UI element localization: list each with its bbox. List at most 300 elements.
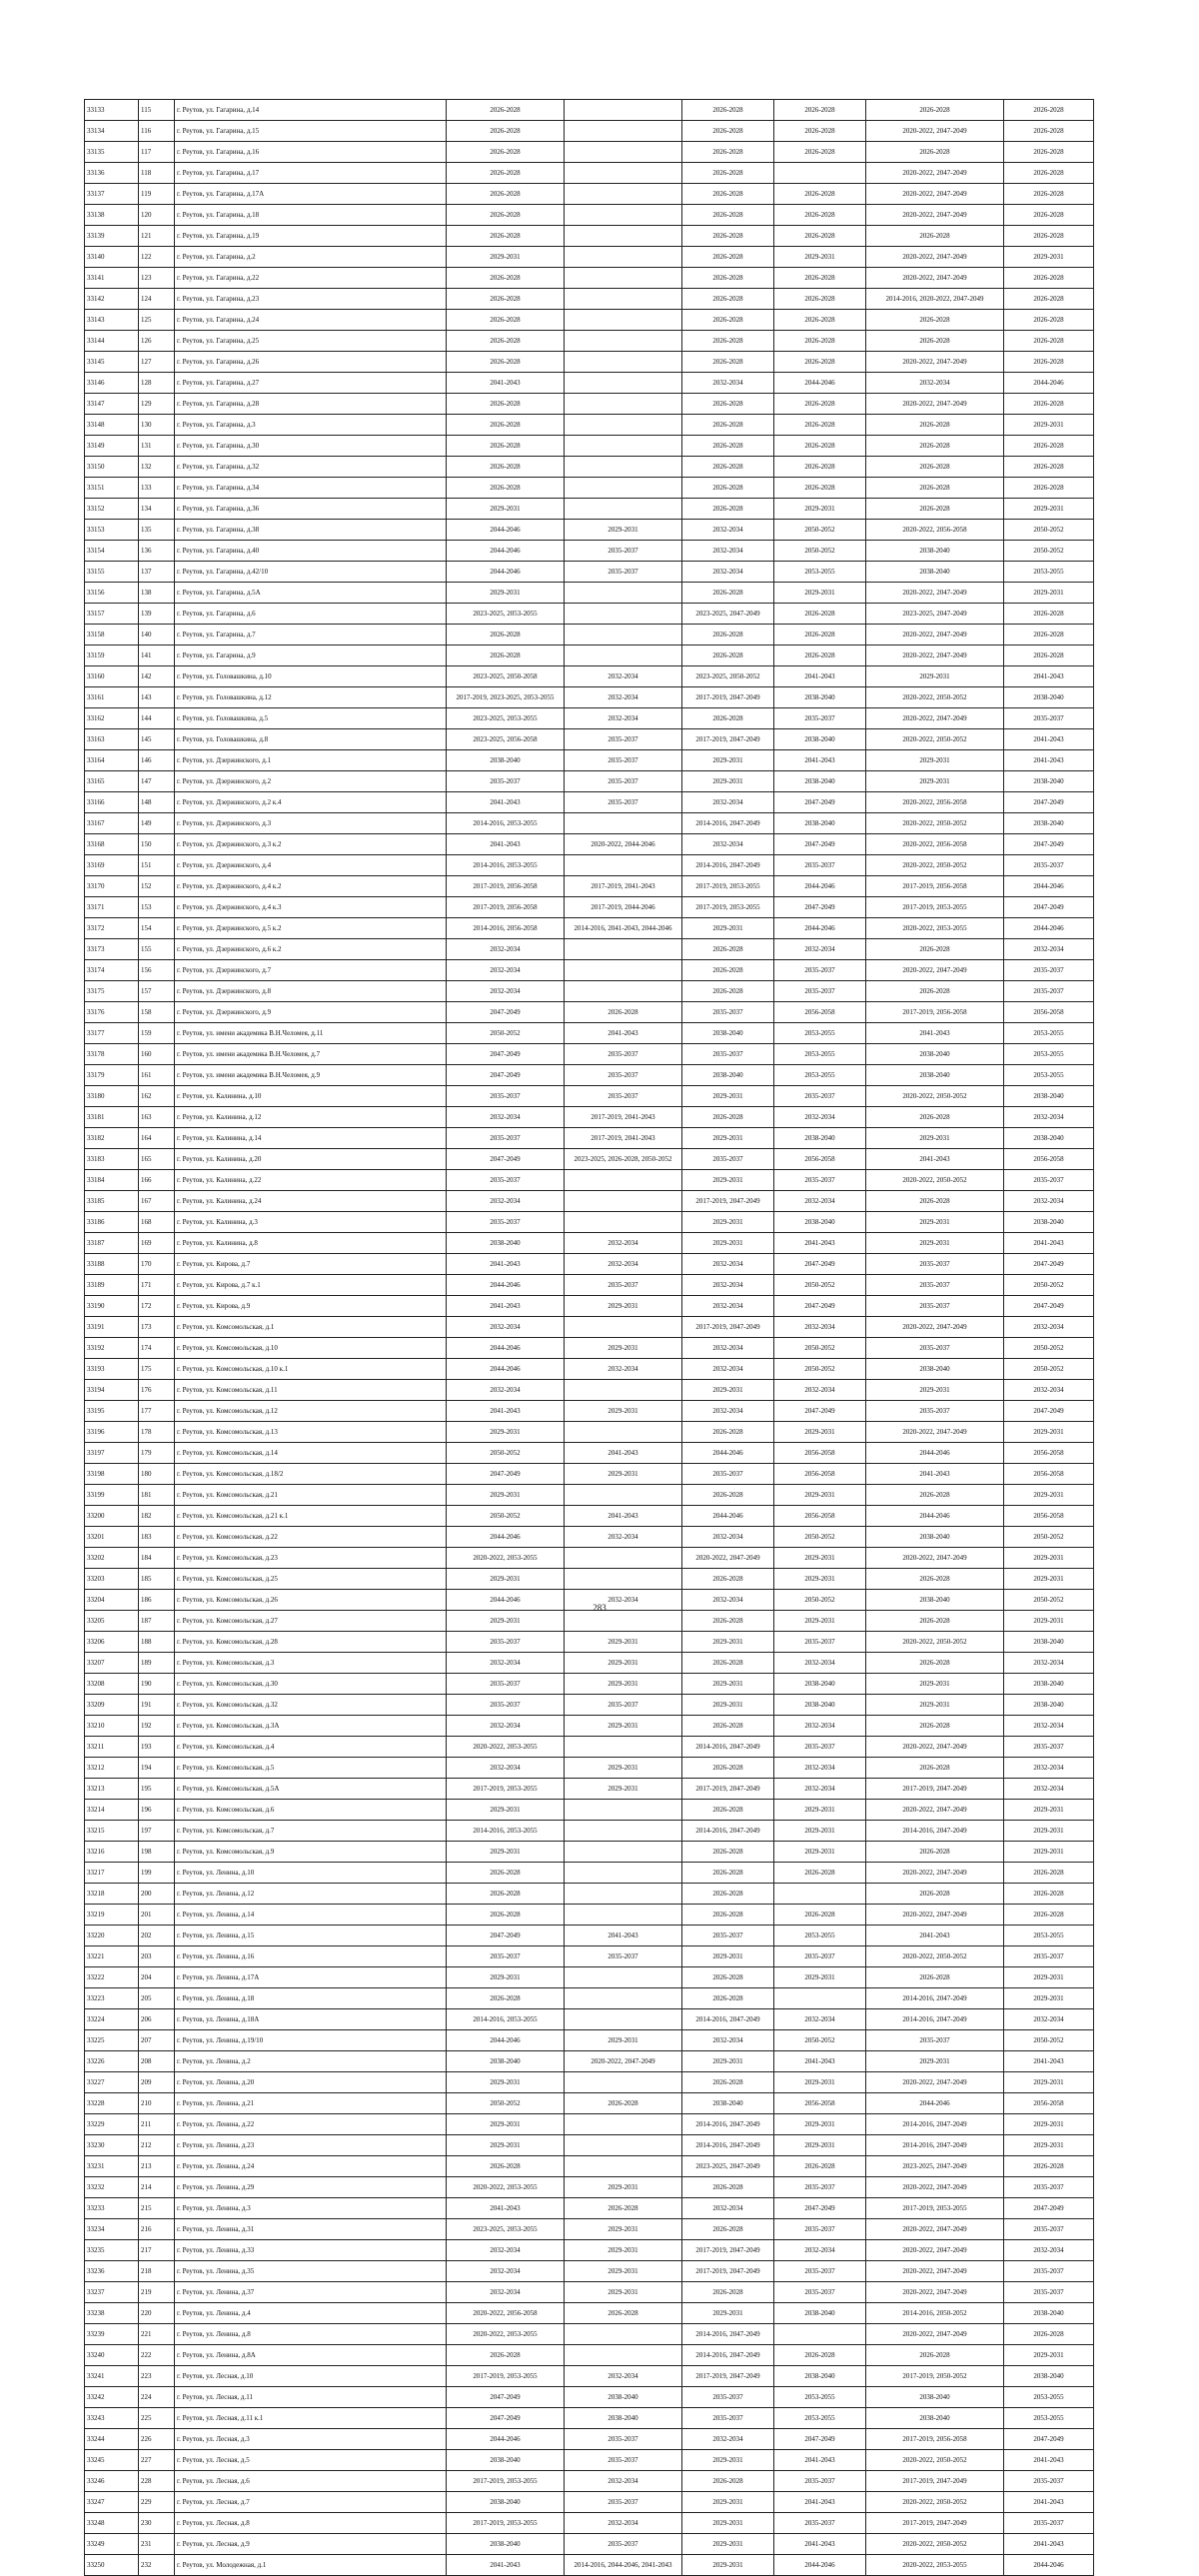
table-row xyxy=(85,247,1094,268)
registry-table xyxy=(84,99,1094,2576)
period-cell-6: 2026-2028 xyxy=(1004,289,1094,310)
period-cell-3: 2023-2025, 2047-2049 xyxy=(682,2156,774,2177)
period-cell-2: 2041-2043 xyxy=(565,1443,682,1464)
period-cell-1: 2026-2028 xyxy=(447,289,565,310)
row-seq-cell: 137 xyxy=(139,562,175,583)
row-id-cell: 33245 xyxy=(85,2450,139,2471)
period-cell-2: 2035-2037 xyxy=(565,1695,682,1716)
period-cell-1: 2026-2028 xyxy=(447,457,565,478)
address-cell: г. Реутов, ул. Ленина, д.35 xyxy=(175,2261,447,2282)
period-cell-4: 2026-2028 xyxy=(774,121,866,142)
table-row xyxy=(85,1821,1094,1842)
period-cell-1: 2041-2043 xyxy=(447,1254,565,1275)
period-cell-2: 2035-2037 xyxy=(565,562,682,583)
period-cell-1: 2017-2019, 2056-2058 xyxy=(447,897,565,918)
row-seq-cell: 225 xyxy=(139,2408,175,2429)
period-cell-6: 2044-2046 xyxy=(1004,373,1094,394)
row-seq-cell: 163 xyxy=(139,1107,175,1128)
row-seq-cell: 190 xyxy=(139,1674,175,1695)
row-seq-cell: 213 xyxy=(139,2156,175,2177)
period-cell-5: 2017-2019, 2047-2049 xyxy=(866,2471,1004,2492)
period-cell-3: 2035-2037 xyxy=(682,1464,774,1485)
period-cell-4: 2026-2028 xyxy=(774,457,866,478)
period-cell-6: 2050-2052 xyxy=(1004,1275,1094,1296)
row-id-cell: 33240 xyxy=(85,2345,139,2366)
row-seq-cell: 207 xyxy=(139,2030,175,2051)
period-cell-3: 2026-2028 xyxy=(682,981,774,1002)
table-row xyxy=(85,226,1094,247)
period-cell-3: 2014-2016, 2047-2049 xyxy=(682,1821,774,1842)
row-id-cell: 33217 xyxy=(85,1863,139,1884)
period-cell-3: 2026-2028 xyxy=(682,1758,774,1779)
period-cell-2 xyxy=(565,142,682,163)
period-cell-4: 2026-2028 xyxy=(774,289,866,310)
address-cell: г. Реутов, ул. Кирова, д.9 xyxy=(175,1296,447,1317)
period-cell-6: 2041-2043 xyxy=(1004,729,1094,750)
period-cell-3: 2026-2028 xyxy=(682,1422,774,1443)
row-id-cell: 33169 xyxy=(85,855,139,876)
period-cell-4: 2038-2040 xyxy=(774,729,866,750)
table-row xyxy=(85,687,1094,708)
row-seq-cell: 185 xyxy=(139,1569,175,1590)
period-cell-1: 2017-2019, 2053-2055 xyxy=(447,2366,565,2387)
period-cell-6: 2035-2037 xyxy=(1004,2261,1094,2282)
period-cell-1: 2020-2022, 2056-2058 xyxy=(447,2303,565,2324)
period-cell-5: 2029-2031 xyxy=(866,750,1004,771)
period-cell-3: 2014-2016, 2047-2049 xyxy=(682,1737,774,1758)
row-seq-cell: 117 xyxy=(139,142,175,163)
table-row xyxy=(85,2135,1094,2156)
period-cell-6: 2026-2028 xyxy=(1004,352,1094,373)
period-cell-6: 2026-2028 xyxy=(1004,2156,1094,2177)
row-seq-cell: 188 xyxy=(139,1632,175,1653)
period-cell-5: 2020-2022, 2047-2049 xyxy=(866,960,1004,981)
table-row xyxy=(85,1254,1094,1275)
address-cell: г. Реутов, ул. Гагарина, д.32 xyxy=(175,457,447,478)
period-cell-6: 2032-2034 xyxy=(1004,1653,1094,1674)
period-cell-4: 2038-2040 xyxy=(774,2366,866,2387)
period-cell-3: 2017-2019, 2047-2049 xyxy=(682,2240,774,2261)
address-cell: г. Реутов, ул. Лесная, д.8 xyxy=(175,2513,447,2534)
period-cell-6: 2026-2028 xyxy=(1004,457,1094,478)
row-id-cell: 33164 xyxy=(85,750,139,771)
table-row xyxy=(85,1485,1094,1506)
table-row xyxy=(85,1926,1094,1946)
row-id-cell: 33234 xyxy=(85,2219,139,2240)
period-cell-4: 2026-2028 xyxy=(774,1905,866,1926)
row-id-cell: 33173 xyxy=(85,939,139,960)
address-cell: г. Реутов, ул. Ленина, д.37 xyxy=(175,2282,447,2303)
address-cell: г. Реутов, ул. Ленина, д.8 xyxy=(175,2324,447,2345)
row-seq-cell: 222 xyxy=(139,2345,175,2366)
period-cell-1: 2032-2034 xyxy=(447,2282,565,2303)
period-cell-3: 2032-2034 xyxy=(682,1296,774,1317)
period-cell-4: 2029-2031 xyxy=(774,1967,866,1988)
table-row xyxy=(85,1233,1094,1254)
table-row xyxy=(85,834,1094,855)
period-cell-2 xyxy=(565,1800,682,1821)
row-id-cell: 33225 xyxy=(85,2030,139,2051)
period-cell-2: 2029-2031 xyxy=(565,1401,682,1422)
period-cell-3: 2014-2016, 2047-2049 xyxy=(682,855,774,876)
period-cell-5: 2017-2019, 2056-2058 xyxy=(866,876,1004,897)
period-cell-1: 2023-2025, 2053-2055 xyxy=(447,2219,565,2240)
period-cell-2 xyxy=(565,352,682,373)
row-id-cell: 33163 xyxy=(85,729,139,750)
period-cell-4: 2029-2031 xyxy=(774,1422,866,1443)
period-cell-1: 2047-2049 xyxy=(447,1044,565,1065)
period-cell-2: 2020-2022, 2047-2049 xyxy=(565,2051,682,2072)
table-row xyxy=(85,2450,1094,2471)
period-cell-3: 2026-2028 xyxy=(682,499,774,520)
row-id-cell: 33221 xyxy=(85,1946,139,1967)
row-seq-cell: 118 xyxy=(139,163,175,184)
row-seq-cell: 206 xyxy=(139,2009,175,2030)
row-id-cell: 33189 xyxy=(85,1275,139,1296)
address-cell: г. Реутов, ул. Молодежная, д.1 xyxy=(175,2555,447,2576)
period-cell-1: 2041-2043 xyxy=(447,2198,565,2219)
period-cell-6: 2038-2040 xyxy=(1004,2303,1094,2324)
table-row xyxy=(85,2534,1094,2555)
period-cell-2 xyxy=(565,331,682,352)
period-cell-2: 2029-2031 xyxy=(565,2219,682,2240)
address-cell: г. Реутов, ул. Комсомольская, д.10 к.1 xyxy=(175,1359,447,1380)
period-cell-4: 2026-2028 xyxy=(774,394,866,415)
period-cell-3: 2026-2028 xyxy=(682,1485,774,1506)
period-cell-1: 2050-2052 xyxy=(447,1443,565,1464)
period-cell-6: 2053-2055 xyxy=(1004,1065,1094,1086)
period-cell-4: 2035-2037 xyxy=(774,2177,866,2198)
row-seq-cell: 196 xyxy=(139,1800,175,1821)
period-cell-5: 2020-2022, 2047-2049 xyxy=(866,352,1004,373)
row-seq-cell: 217 xyxy=(139,2240,175,2261)
period-cell-2: 2029-2031 xyxy=(565,1779,682,1800)
period-cell-4: 2056-2058 xyxy=(774,1149,866,1170)
period-cell-4: 2029-2031 xyxy=(774,1548,866,1569)
table-row xyxy=(85,1149,1094,1170)
period-cell-1: 2032-2034 xyxy=(447,1317,565,1338)
period-cell-5: 2026-2028 xyxy=(866,331,1004,352)
period-cell-2: 2029-2031 xyxy=(565,2282,682,2303)
period-cell-3: 2032-2034 xyxy=(682,1359,774,1380)
period-cell-5: 2020-2022, 2047-2049 xyxy=(866,1422,1004,1443)
address-cell: г. Реутов, ул. Ленина, д.22 xyxy=(175,2114,447,2135)
period-cell-1: 2035-2037 xyxy=(447,1632,565,1653)
row-id-cell: 33144 xyxy=(85,331,139,352)
period-cell-6: 2047-2049 xyxy=(1004,1296,1094,1317)
period-cell-1: 2026-2028 xyxy=(447,331,565,352)
period-cell-1: 2050-2052 xyxy=(447,1506,565,1527)
period-cell-3: 2035-2037 xyxy=(682,1002,774,1023)
address-cell: г. Реутов, ул. Гагарина, д.38 xyxy=(175,520,447,541)
address-cell: г. Реутов, ул. Комсомольская, д.1 xyxy=(175,1317,447,1338)
row-seq-cell: 193 xyxy=(139,1737,175,1758)
period-cell-6: 2032-2034 xyxy=(1004,1191,1094,1212)
period-cell-4: 2053-2055 xyxy=(774,2408,866,2429)
period-cell-4: 2035-2037 xyxy=(774,1632,866,1653)
period-cell-6: 2032-2034 xyxy=(1004,2240,1094,2261)
table-row xyxy=(85,1653,1094,1674)
period-cell-6: 2026-2028 xyxy=(1004,184,1094,205)
period-cell-4: 2056-2058 xyxy=(774,2093,866,2114)
period-cell-4: 2041-2043 xyxy=(774,1233,866,1254)
period-cell-1: 2014-2016, 2053-2055 xyxy=(447,1821,565,1842)
period-cell-3: 2014-2016, 2047-2049 xyxy=(682,813,774,834)
address-cell: г. Реутов, ул. Гагарина, д.22 xyxy=(175,268,447,289)
period-cell-1: 2038-2040 xyxy=(447,2492,565,2513)
period-cell-1: 2047-2049 xyxy=(447,1464,565,1485)
period-cell-5: 2026-2028 xyxy=(866,1569,1004,1590)
row-id-cell: 33134 xyxy=(85,121,139,142)
period-cell-3: 2032-2034 xyxy=(682,1401,774,1422)
period-cell-1: 2035-2037 xyxy=(447,1128,565,1149)
row-id-cell: 33136 xyxy=(85,163,139,184)
period-cell-4: 2032-2034 xyxy=(774,1653,866,1674)
address-cell: г. Реутов, ул. Гагарина, д.6 xyxy=(175,604,447,625)
period-cell-2: 2041-2043 xyxy=(565,1023,682,1044)
row-seq-cell: 120 xyxy=(139,205,175,226)
period-cell-3: 2032-2034 xyxy=(682,2198,774,2219)
row-seq-cell: 189 xyxy=(139,1653,175,1674)
period-cell-6: 2044-2046 xyxy=(1004,876,1094,897)
period-cell-3: 2026-2028 xyxy=(682,100,774,121)
row-seq-cell: 141 xyxy=(139,645,175,666)
row-id-cell: 33153 xyxy=(85,520,139,541)
table-row xyxy=(85,2513,1094,2534)
row-seq-cell: 159 xyxy=(139,1023,175,1044)
period-cell-2 xyxy=(565,1863,682,1884)
period-cell-2 xyxy=(565,981,682,1002)
period-cell-5: 2017-2019, 2053-2055 xyxy=(866,897,1004,918)
period-cell-2: 2035-2037 xyxy=(565,750,682,771)
row-id-cell: 33157 xyxy=(85,604,139,625)
period-cell-1: 2017-2019, 2023-2025, 2053-2055 xyxy=(447,687,565,708)
period-cell-5: 2020-2022, 2047-2049 xyxy=(866,184,1004,205)
period-cell-1: 2026-2028 xyxy=(447,121,565,142)
period-cell-4: 2041-2043 xyxy=(774,2534,866,2555)
row-id-cell: 33200 xyxy=(85,1506,139,1527)
table-row xyxy=(85,289,1094,310)
period-cell-6: 2026-2028 xyxy=(1004,100,1094,121)
row-id-cell: 33159 xyxy=(85,645,139,666)
period-cell-1: 2023-2025, 2053-2055 xyxy=(447,708,565,729)
period-cell-5: 2014-2016, 2047-2049 xyxy=(866,2135,1004,2156)
period-cell-3: 2026-2028 xyxy=(682,436,774,457)
row-seq-cell: 224 xyxy=(139,2387,175,2408)
table-row xyxy=(85,666,1094,687)
period-cell-4: 2035-2037 xyxy=(774,2261,866,2282)
period-cell-5: 2026-2028 xyxy=(866,1653,1004,1674)
period-cell-5: 2026-2028 xyxy=(866,1191,1004,1212)
period-cell-6: 2041-2043 xyxy=(1004,666,1094,687)
address-cell: г. Реутов, ул. Гагарина, д.14 xyxy=(175,100,447,121)
row-seq-cell: 171 xyxy=(139,1275,175,1296)
period-cell-6: 2056-2058 xyxy=(1004,1002,1094,1023)
address-cell: г. Реутов, ул. Комсомольская, д.11 xyxy=(175,1380,447,1401)
period-cell-1: 2041-2043 xyxy=(447,1296,565,1317)
period-cell-6: 2026-2028 xyxy=(1004,121,1094,142)
period-cell-6: 2053-2055 xyxy=(1004,2408,1094,2429)
period-cell-6: 2026-2028 xyxy=(1004,142,1094,163)
table-row xyxy=(85,939,1094,960)
period-cell-4 xyxy=(774,1884,866,1905)
period-cell-2 xyxy=(565,1988,682,2009)
row-id-cell: 33230 xyxy=(85,2135,139,2156)
period-cell-6: 2056-2058 xyxy=(1004,1506,1094,1527)
table-row xyxy=(85,205,1094,226)
period-cell-6: 2026-2028 xyxy=(1004,645,1094,666)
period-cell-1: 2026-2028 xyxy=(447,226,565,247)
period-cell-2 xyxy=(565,2114,682,2135)
period-cell-6: 2035-2037 xyxy=(1004,1737,1094,1758)
row-id-cell: 33227 xyxy=(85,2072,139,2093)
period-cell-6: 2035-2037 xyxy=(1004,981,1094,1002)
table-row xyxy=(85,1359,1094,1380)
period-cell-4: 2032-2034 xyxy=(774,1380,866,1401)
period-cell-4: 2053-2055 xyxy=(774,1065,866,1086)
period-cell-1: 2017-2019, 2053-2055 xyxy=(447,1779,565,1800)
period-cell-4: 2026-2028 xyxy=(774,100,866,121)
row-seq-cell: 153 xyxy=(139,897,175,918)
period-cell-3: 2026-2028 xyxy=(682,121,774,142)
row-seq-cell: 221 xyxy=(139,2324,175,2345)
period-cell-6: 2029-2031 xyxy=(1004,499,1094,520)
period-cell-3: 2026-2028 xyxy=(682,184,774,205)
period-cell-5: 2014-2016, 2050-2052 xyxy=(866,2303,1004,2324)
table-row xyxy=(85,897,1094,918)
address-cell: г. Реутов, ул. Калинина, д.20 xyxy=(175,1149,447,1170)
period-cell-6: 2041-2043 xyxy=(1004,750,1094,771)
address-cell: г. Реутов, ул. Лесная, д.6 xyxy=(175,2471,447,2492)
period-cell-4: 2029-2031 xyxy=(774,1821,866,1842)
period-cell-5: 2026-2028 xyxy=(866,415,1004,436)
period-cell-4: 2056-2058 xyxy=(774,1002,866,1023)
table-row xyxy=(85,163,1094,184)
period-cell-5: 2020-2022, 2047-2049 xyxy=(866,583,1004,604)
period-cell-6: 2041-2043 xyxy=(1004,2450,1094,2471)
period-cell-5: 2038-2040 xyxy=(866,1044,1004,1065)
period-cell-1: 2029-2031 xyxy=(447,247,565,268)
period-cell-5: 2020-2022, 2047-2049 xyxy=(866,1800,1004,1821)
period-cell-1: 2020-2022, 2053-2055 xyxy=(447,1548,565,1569)
period-cell-6: 2047-2049 xyxy=(1004,1254,1094,1275)
period-cell-5: 2020-2022, 2047-2049 xyxy=(866,2261,1004,2282)
row-seq-cell: 166 xyxy=(139,1170,175,1191)
row-id-cell: 33216 xyxy=(85,1842,139,1863)
address-cell: г. Реутов, ул. Гагарина, д.34 xyxy=(175,478,447,499)
row-seq-cell: 200 xyxy=(139,1884,175,1905)
period-cell-1: 2026-2028 xyxy=(447,310,565,331)
row-id-cell: 33195 xyxy=(85,1401,139,1422)
period-cell-3: 2026-2028 xyxy=(682,247,774,268)
row-seq-cell: 168 xyxy=(139,1212,175,1233)
row-seq-cell: 127 xyxy=(139,352,175,373)
period-cell-3: 2029-2031 xyxy=(682,1212,774,1233)
row-id-cell: 33176 xyxy=(85,1002,139,1023)
period-cell-4: 2035-2037 xyxy=(774,1946,866,1967)
row-id-cell: 33167 xyxy=(85,813,139,834)
period-cell-1: 2029-2031 xyxy=(447,1842,565,1863)
period-cell-3: 2029-2031 xyxy=(682,1170,774,1191)
period-cell-5: 2020-2022, 2056-2058 xyxy=(866,792,1004,813)
period-cell-1: 2020-2022, 2053-2055 xyxy=(447,1737,565,1758)
period-cell-2: 2029-2031 xyxy=(565,2177,682,2198)
period-cell-3: 2032-2034 xyxy=(682,834,774,855)
table-row xyxy=(85,2429,1094,2450)
row-id-cell: 33152 xyxy=(85,499,139,520)
period-cell-2: 2032-2034 xyxy=(565,1359,682,1380)
period-cell-6: 2032-2034 xyxy=(1004,1317,1094,1338)
table-row xyxy=(85,1380,1094,1401)
period-cell-1: 2035-2037 xyxy=(447,1674,565,1695)
address-cell: г. Реутов, ул. Комсомольская, д.4 xyxy=(175,1737,447,1758)
row-seq-cell: 170 xyxy=(139,1254,175,1275)
table-row xyxy=(85,771,1094,792)
period-cell-2 xyxy=(565,499,682,520)
period-cell-3: 2038-2040 xyxy=(682,1065,774,1086)
row-id-cell: 33244 xyxy=(85,2429,139,2450)
period-cell-3: 2029-2031 xyxy=(682,1946,774,1967)
period-cell-2: 2017-2019, 2044-2046 xyxy=(565,897,682,918)
period-cell-2 xyxy=(565,2345,682,2366)
row-seq-cell: 156 xyxy=(139,960,175,981)
period-cell-3: 2026-2028 xyxy=(682,1967,774,1988)
period-cell-2 xyxy=(565,1905,682,1926)
address-cell: г. Реутов, ул. Головашкина, д.10 xyxy=(175,666,447,687)
period-cell-3: 2026-2028 xyxy=(682,1716,774,1737)
table-row xyxy=(85,2471,1094,2492)
row-seq-cell: 232 xyxy=(139,2555,175,2576)
table-row xyxy=(85,2177,1094,2198)
address-cell: г. Реутов, ул. Гагарина, д.19 xyxy=(175,226,447,247)
address-cell: г. Реутов, ул. Гагарина, д.9 xyxy=(175,645,447,666)
address-cell: г. Реутов, ул. Лесная, д.9 xyxy=(175,2534,447,2555)
row-seq-cell: 174 xyxy=(139,1338,175,1359)
address-cell: г. Реутов, ул. Дзержинского, д.7 xyxy=(175,960,447,981)
period-cell-4: 2032-2034 xyxy=(774,1779,866,1800)
period-cell-4: 2035-2037 xyxy=(774,2471,866,2492)
row-seq-cell: 133 xyxy=(139,478,175,499)
period-cell-2: 2029-2031 xyxy=(565,1338,682,1359)
period-cell-4: 2026-2028 xyxy=(774,205,866,226)
period-cell-5: 2026-2028 xyxy=(866,310,1004,331)
period-cell-4: 2026-2028 xyxy=(774,2345,866,2366)
period-cell-1: 2047-2049 xyxy=(447,1149,565,1170)
period-cell-5: 2026-2028 xyxy=(866,1716,1004,1737)
period-cell-4: 2026-2028 xyxy=(774,415,866,436)
period-cell-5: 2044-2046 xyxy=(866,2093,1004,2114)
row-seq-cell: 186 xyxy=(139,1590,175,1611)
table-row xyxy=(85,1317,1094,1338)
period-cell-2 xyxy=(565,373,682,394)
period-cell-6: 2026-2028 xyxy=(1004,268,1094,289)
row-seq-cell: 192 xyxy=(139,1716,175,1737)
row-seq-cell: 125 xyxy=(139,310,175,331)
period-cell-4: 2038-2040 xyxy=(774,771,866,792)
period-cell-6: 2050-2052 xyxy=(1004,1527,1094,1548)
address-cell: г. Реутов, ул. Ленина, д.18А xyxy=(175,2009,447,2030)
period-cell-3: 2026-2028 xyxy=(682,310,774,331)
period-cell-1: 2029-2031 xyxy=(447,1800,565,1821)
address-cell: г. Реутов, ул. Калинина, д.22 xyxy=(175,1170,447,1191)
period-cell-6: 2047-2049 xyxy=(1004,792,1094,813)
table-row xyxy=(85,981,1094,1002)
table-row xyxy=(85,2198,1094,2219)
table-row xyxy=(85,499,1094,520)
period-cell-4: 2044-2046 xyxy=(774,876,866,897)
period-cell-2: 2029-2031 xyxy=(565,1653,682,1674)
period-cell-1: 2035-2037 xyxy=(447,771,565,792)
